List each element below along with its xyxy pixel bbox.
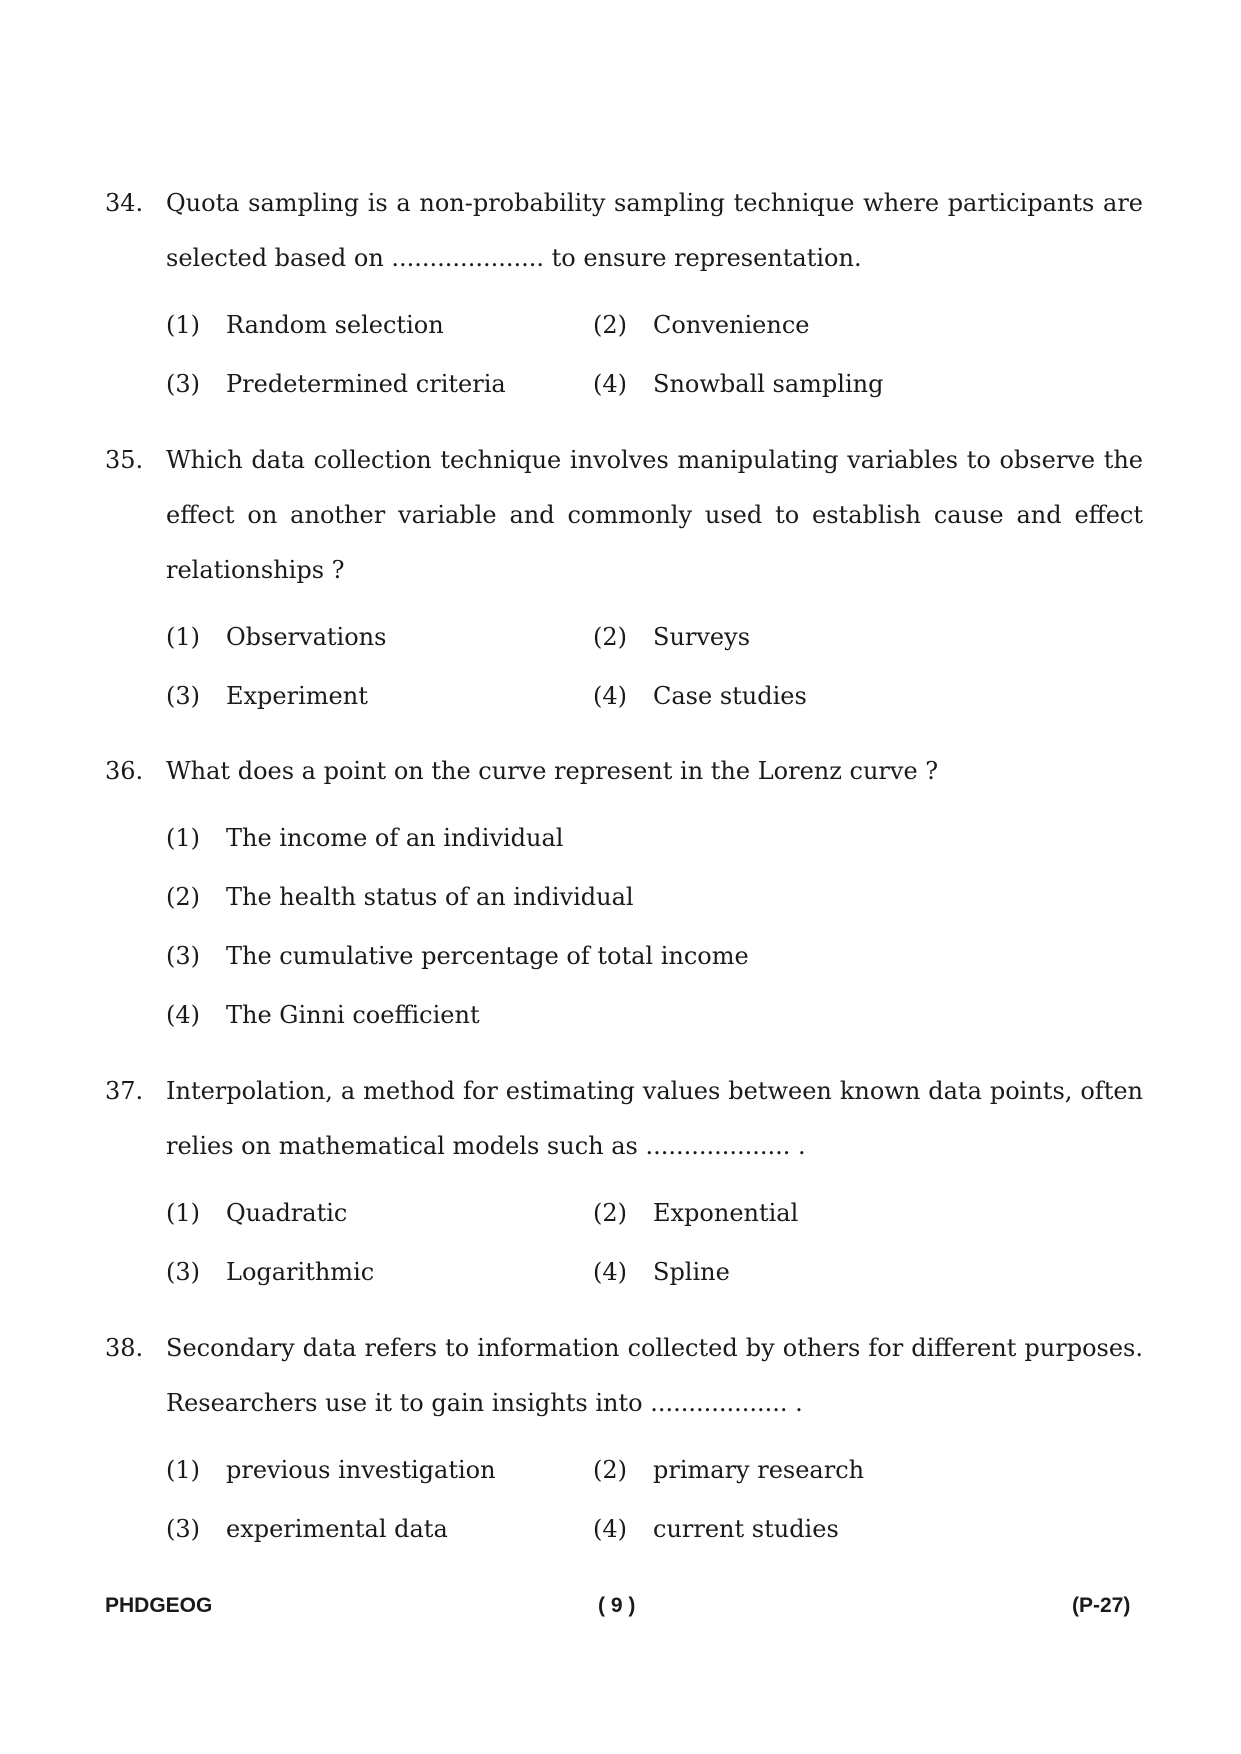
option-2: (2) primary research [593,1456,865,1484]
question-34 [105,176,1143,414]
question-number: 36. [105,757,144,785]
option-text: experimental data [226,1515,448,1543]
option-text: Experiment [226,682,368,710]
question-35 [105,433,1143,726]
option-2: (2) Exponential [593,1199,799,1227]
question-text: What does a point on the curve represent in the Lorenz curve ? [166,757,939,785]
question-number: 38. [105,1334,144,1362]
option-text: Snowball sampling [653,370,884,398]
option-1: (1) Random selection [166,311,444,339]
option-4: (4) Case studies [593,682,807,710]
option-4: (4) Spline [593,1258,730,1286]
option-text: previous investigation [226,1456,496,1484]
option-text: Random selection [226,311,444,339]
option-4: (4) The Ginni coefficient [166,1001,480,1029]
option-3: (3) Logarithmic [166,1258,375,1286]
option-text: Surveys [653,623,751,651]
option-1: (1) The income of an individual [166,824,564,852]
question-38 [105,1321,1143,1559]
option-text: current studies [653,1515,839,1543]
question-text: Quota sampling is a non-probability sampling technique where participants are selected based on .................... to ensure representation. [166,189,1143,272]
options-grid [166,1184,1143,1302]
question-37 [105,1064,1143,1302]
option-text: Logarithmic [226,1258,375,1286]
option-text: Quadratic [226,1199,348,1227]
option-3: (3) Predetermined criteria [166,370,506,398]
option-2: (2) Convenience [593,311,810,339]
option-3: (3) experimental data [166,1515,448,1543]
option-text: Convenience [653,311,810,339]
options-grid [166,608,1143,726]
option-text: The health status of an individual [226,883,634,911]
option-3: (3) The cumulative percentage of total income [166,942,749,970]
option-text: The Ginni coefficient [226,1001,480,1029]
question-text: Interpolation, a method for estimating values between known data points, often relies on mathematical models such as ................... . [166,1077,1143,1160]
options-grid [166,296,1143,414]
option-text: Spline [653,1258,730,1286]
page-number: ( 9 ) [598,1594,636,1617]
option-1: (1) Observations [166,623,387,651]
option-4: (4) Snowball sampling [593,370,884,398]
question-36 [105,744,1143,1045]
option-3: (3) Experiment [166,682,368,710]
option-1: (1) previous investigation [166,1456,496,1484]
option-text: The income of an individual [226,824,564,852]
footer-code: PHDGEOG [105,1594,213,1617]
option-text: primary research [653,1456,865,1484]
question-text: Which data collection technique involves manipulating variables to observe the effect on another variable and commonly used to establish cause and effect relationships ? [166,446,1143,584]
option-2: (2) The health status of an individual [166,883,634,911]
option-1: (1) Quadratic [166,1199,348,1227]
options-grid [166,1441,1143,1559]
question-number: 37. [105,1077,144,1105]
options-list [166,809,1143,1045]
option-text: Observations [226,623,387,651]
paper-code: (P-27) [1072,1594,1131,1617]
question-number: 35. [105,446,144,474]
option-text: The cumulative percentage of total income [226,942,749,970]
question-text: Secondary data refers to information collected by others for different purposes. Researchers use it to gain insights into .................. . [166,1334,1143,1417]
option-text: Case studies [653,682,807,710]
option-4: (4) current studies [593,1515,839,1543]
option-text: Predetermined criteria [226,370,506,398]
option-text: Exponential [653,1199,799,1227]
question-number: 34. [105,189,144,217]
option-2: (2) Surveys [593,623,751,651]
